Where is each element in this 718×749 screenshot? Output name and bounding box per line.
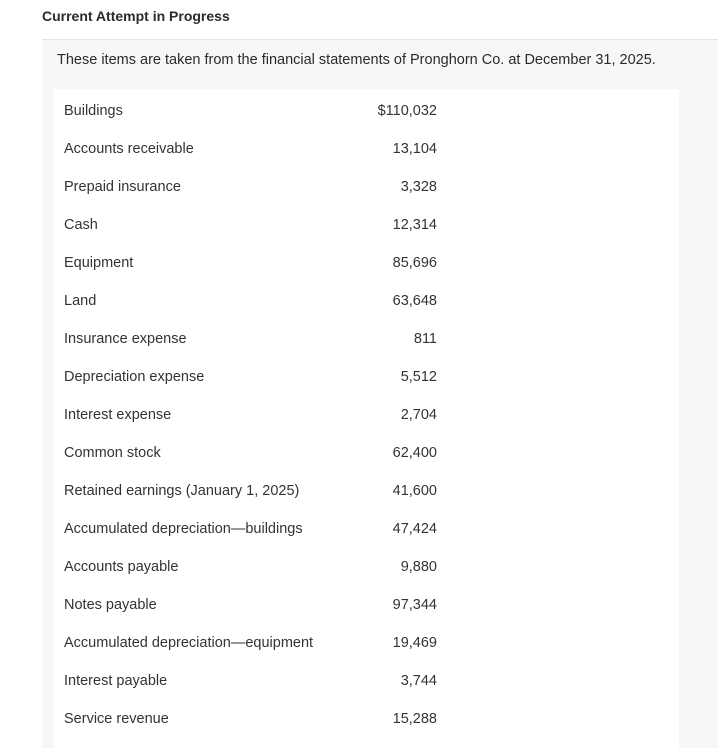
item-amount: 3,328 [400,179,437,195]
item-amount: 97,344 [392,597,437,613]
item-amount: 15,288 [392,711,437,727]
item-label: Cash [64,217,98,233]
item-amount: 62,400 [392,445,437,461]
item-label: Land [64,293,97,309]
item-amount: 2,704 [400,407,437,423]
item-amount: 47,424 [392,521,437,537]
table-row-depreciation-expense [54,355,679,393]
item-label: Accumulated depreciation—equipment [64,635,314,651]
table-row-interest-expense [54,393,679,431]
table-row-common-stock [54,431,679,469]
item-label: Notes payable [64,597,157,613]
table-row-accounts-payable [54,545,679,583]
item-label: Depreciation expense [64,369,205,385]
item-amount: 5,512 [400,369,437,385]
item-label: Retained earnings (January 1, 2025) [64,483,300,499]
table-row-retained-earnings [54,469,679,507]
item-amount: 811 [413,331,437,347]
item-amount: 9,880 [400,559,437,575]
item-label: Accounts receivable [64,141,194,157]
item-label: Interest payable [64,673,168,689]
table-row-interest-payable [54,659,679,697]
table-row-accumulated-depreciation-buildings [54,507,679,545]
table-row-accounts-receivable [54,127,679,165]
item-label: Insurance expense [64,331,187,347]
table-row-accumulated-depreciation-equipment [54,621,679,659]
item-label: Accounts payable [64,559,179,575]
table-row-prepaid-insurance [54,165,679,203]
question-panel [42,39,718,748]
financial-items-table [54,89,679,749]
table-row-land [54,279,679,317]
table-row-insurance-expense [54,317,679,355]
table-row-service-revenue [54,697,679,735]
item-amount: 63,648 [392,293,437,309]
item-amount: 85,696 [392,255,437,271]
table-row-notes-payable [54,583,679,621]
item-label: Service revenue [64,711,169,727]
item-label: Buildings [64,103,123,119]
item-amount: 13,104 [392,141,437,157]
item-label: Interest expense [64,407,172,423]
attempt-status-title: Current Attempt in Progress [42,8,230,24]
table-row-equipment [54,241,679,279]
item-amount: 19,469 [392,635,437,651]
item-label: Accumulated depreciation—buildings [64,521,303,537]
item-label: Common stock [64,445,161,461]
question-intro: These items are taken from the financial statements of Pronghorn Co. at December 31, 2025. [57,52,656,68]
item-amount: 41,600 [392,483,437,499]
item-amount: 12,314 [392,217,437,233]
item-label: Equipment [64,255,134,271]
item-amount: $110,032 [377,103,437,119]
table-row-cash [54,203,679,241]
item-amount: 3,744 [400,673,437,689]
item-label: Prepaid insurance [64,179,181,195]
table-row-buildings [54,89,679,127]
